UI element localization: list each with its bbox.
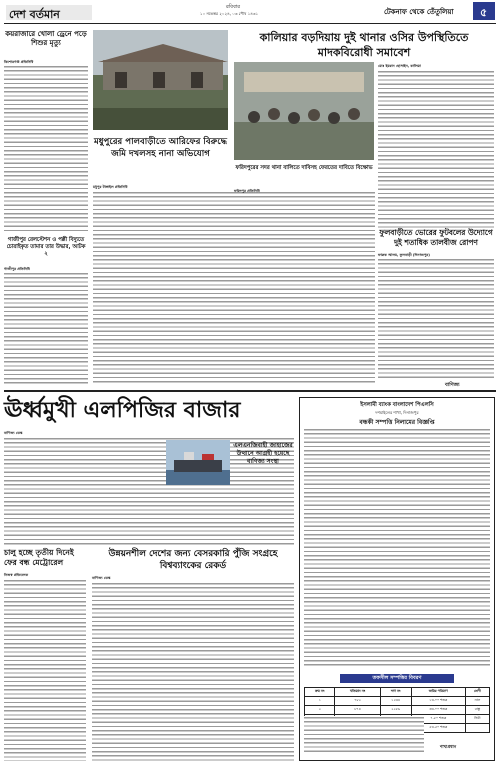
a10-headline: এলএনজিবাহী জাহাজের উত্থানে আগ্রহী হয়েছে বাণিজ্য সংস্থা [233, 442, 293, 465]
ad-title: বন্ধকী সম্পত্তি নিলামের বিজ্ঞপ্তি [359, 419, 435, 426]
commerce-label: বাণিজ্য [445, 382, 460, 388]
a10-photo [166, 440, 230, 485]
a4-photo [93, 30, 228, 130]
a3-headline: কালিয়ার বড়দিয়ায় দুই থানার ওসির উপস্থিতিতে মাদকবিরোধী সমাবেশ [259, 31, 469, 59]
table-cell: ৮৭৪ [335, 706, 380, 715]
a4-headline: মধুপুরের পালবাড়ীতে আরিফের বিরুদ্ধে জমি দখলসহ নানা অভিযোগ [93, 137, 228, 159]
a5-byline: ফরিদপুর প্রতিনিধি [234, 189, 260, 193]
table-cell: ৩৩.০০ শতক [411, 706, 465, 715]
table-header: দাগ নং [380, 688, 411, 697]
newspaper-logo [6, 5, 92, 20]
a7-byline: বাণিজ্য ডেস্ক [4, 431, 23, 435]
table-cell: ১ [305, 697, 335, 706]
masthead-rule [4, 23, 496, 24]
table-cell [465, 724, 489, 733]
page-number: ৫ [480, 6, 488, 19]
ad-footer-text [304, 716, 424, 754]
table-header: খতিয়ান নং [335, 688, 380, 697]
gathering-photo-icon [234, 62, 374, 160]
building-photo-icon [93, 30, 228, 130]
ship-photo-icon [166, 440, 230, 485]
a2-headline: গাজীপুর রেলস্টেশন ও পল্লী বিদ্যুতে চোরাইকৃত তামার তার উদ্ধার, আটক ২ [6, 237, 86, 257]
a2-byline: গাজীপুর প্রতিনিধি [4, 267, 30, 271]
a9-headline: উন্নয়নশীল দেশের জন্য বেসরকারি পুঁজি সংগ্রহে বিশ্বব্যাংকের রেকর্ড [108, 549, 278, 571]
table-cell: ১২৩৪ [380, 697, 411, 706]
table-cell: ৭.৫০ শতক [411, 715, 465, 724]
table-cell: ৭৮২ [335, 697, 380, 706]
table-header: জমির পরিমাণ [411, 688, 465, 697]
table-cell: ১৩.০০ শতক [411, 697, 465, 706]
ad-body [304, 428, 490, 668]
page-number-badge [473, 2, 495, 20]
a7-headline: ঊর্ধ্বমুখী এলপিজির বাজার [4, 398, 241, 423]
table-header-row [305, 688, 490, 697]
a1-body [4, 65, 88, 233]
a1-byline: কিশোরগঞ্জ প্রতিনিধি [4, 60, 34, 64]
a3-photo [234, 62, 374, 160]
a8-headline: চালু হচ্ছে তৃতীয় দিনেই ফের বন্ধ মেট্রোরেল [4, 548, 74, 567]
ad-schedule-banner [340, 674, 454, 683]
masthead [0, 0, 500, 26]
table-cell: বাস্তু [465, 706, 489, 715]
a8-byline: নিজস্ব প্রতিবেদক [4, 573, 29, 577]
a2-body [4, 272, 88, 385]
masthead-date: ১০ নভেম্বর ২০২৪, ০৩ পৌষ ১৪৩১ [200, 11, 259, 16]
table-row [305, 697, 490, 706]
a4-byline: মধুপুর টাঙ্গাইল প্রতিনিধি [93, 185, 128, 189]
a4-body [93, 191, 375, 385]
ad-org: ইসলামী ব্যাংক বাংলাদেশ পিএলসি [360, 402, 434, 408]
a9-body [92, 582, 294, 761]
a3-body [378, 70, 494, 230]
table-header: শ্রেণী [465, 688, 489, 697]
logo-text: দেশ বর্তমান [9, 8, 60, 21]
a6-headline: ফুলবাড়ীতে ভোরের ফুটবলের উদ্যোগে দুই শতাধিক তালবীজ রোপণ [379, 228, 493, 247]
ad-branch: দশমাইলের শাখা, দিনাজপুর [375, 410, 419, 415]
table-cell: ২ [305, 706, 335, 715]
auction-notice-ad [299, 397, 495, 761]
ad-signature: শাখাপ্রধান [440, 744, 457, 749]
table-row [305, 706, 490, 715]
ad-schedule-title: তফসীল সম্পত্তির বিবরণ [372, 675, 422, 681]
a8-body [4, 579, 86, 761]
a9-byline: বাণিজ্য ডেস্ক [92, 576, 111, 580]
a5-headline: ফরিদপুরের সদর থানা বালিতে দাবিসহ ফেরতের দাবিতে বিক্ষোভ [235, 165, 373, 171]
table-cell: ২২৮৬ [380, 706, 411, 715]
a1-headline: কয়রাজারে খোলা ড্রেনে পড়ে শিশুর মৃত্যু [5, 30, 87, 47]
section-divider [4, 390, 496, 392]
a3-byline: মোঃ ইমরান হোসাইন, কালিয়া [378, 64, 421, 68]
section-title: টেকনাফ থেকে তেঁতুলিয়া [384, 8, 454, 16]
table-cell: নাল [465, 697, 489, 706]
table-header: ক্রম নং [305, 688, 335, 697]
table-cell: ভিটা [465, 715, 489, 724]
a6-body [378, 258, 494, 378]
a6-byline: ফারুক আলম, ফুলবাড়ী (দিনাজপুর) [378, 253, 430, 257]
table-cell: ৫৩.৫০ শতক [411, 724, 465, 733]
masthead-day: রবিবার [226, 4, 240, 10]
